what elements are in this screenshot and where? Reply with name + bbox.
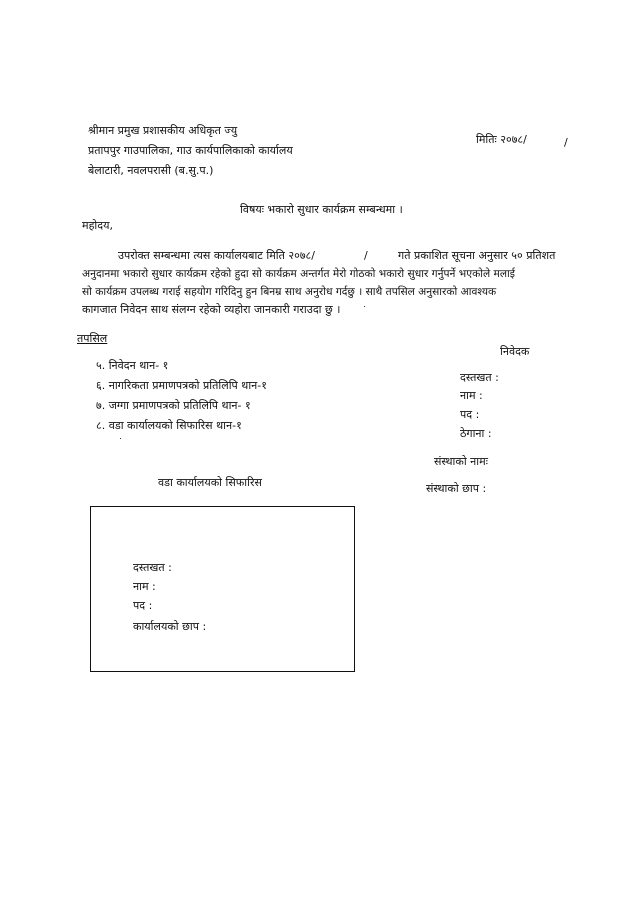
ward-recommendation-box — [90, 506, 355, 672]
applicant-post: पद : — [460, 408, 480, 421]
scan-speck — [364, 306, 365, 307]
applicant-address: ठेगाना : — [460, 427, 492, 440]
ward-stamp: कार्यालयको छाप : — [133, 620, 207, 633]
applicant-heading: निवेदक — [500, 345, 530, 358]
body-line-2: अनुदानमा भकारो सुधार कार्यक्रम रहेको हुदा सो कार्यक्रम अन्तर्गत मेरो गोठको भकारो सुधार गर्नुपर्ने भएकोले मलाई — [82, 268, 515, 280]
ward-heading: वडा कार्यालयको सिफारिस — [158, 476, 262, 489]
tapsil-item: ७. जग्गा प्रमाणपत्रको प्रतिलिपि थान- १ — [96, 399, 251, 412]
tapsil-item: ८. वडा कार्यालयको सिफारिस थान-१ — [96, 419, 242, 432]
ward-signature: दस्तखत : — [133, 561, 172, 574]
applicant-signature: दस्तखत : — [460, 371, 499, 384]
salutation: महोदय, — [82, 219, 113, 232]
subject-line: विषयः भकारो सुधार कार्यक्रम सम्बन्धमा । — [240, 203, 403, 216]
ward-post: पद : — [133, 599, 153, 612]
body-line-4: कागजात निवेदन साथ संलग्न रहेको व्यहोरा जानकारी गराउदा छु । — [82, 303, 341, 316]
ward-name: नाम : — [133, 580, 156, 593]
applicant-org-name: संस्थाको नामः — [434, 455, 488, 468]
tapsil-heading: तपसिल — [77, 332, 108, 345]
body-line-1b: / — [364, 249, 368, 262]
date-label: मितिः २०७८/ — [476, 133, 527, 146]
recipient-line-1: श्रीमान प्रमुख प्रशासकीय अधिकृत ज्यु — [88, 124, 238, 137]
body-line-1a: उपरोक्त सम्बन्धमा त्यस कार्यालयबाट मिति २०७८/ — [118, 249, 315, 262]
date-slash: / — [564, 136, 568, 149]
tapsil-item: ५. निवेदन थान- १ — [96, 359, 169, 372]
recipient-line-2: प्रतापपुर गाउपालिका, गाउ कार्यपालिकाको कार्यालय — [88, 144, 293, 157]
applicant-org-stamp: संस्थाको छाप : — [426, 482, 487, 495]
recipient-line-3: बेलाटारी, नवलपरासी (ब.सु.प.) — [88, 164, 214, 177]
scan-speck — [120, 438, 121, 439]
body-line-1c: गते प्रकाशित सूचना अनुसार ५० प्रतिशत — [398, 249, 556, 262]
body-line-3: सो कार्यक्रम उपलब्ध गराई सहयोग गरिदिनु हुन बिनम्र साथ अनुरोध गर्दछु । साथै तपसिल अनुसारको आवश्यक — [82, 286, 497, 298]
applicant-name: नाम : — [460, 389, 483, 402]
tapsil-item: ६. नागरिकता प्रमाणपत्रको प्रतिलिपि थान-१ — [96, 379, 267, 392]
